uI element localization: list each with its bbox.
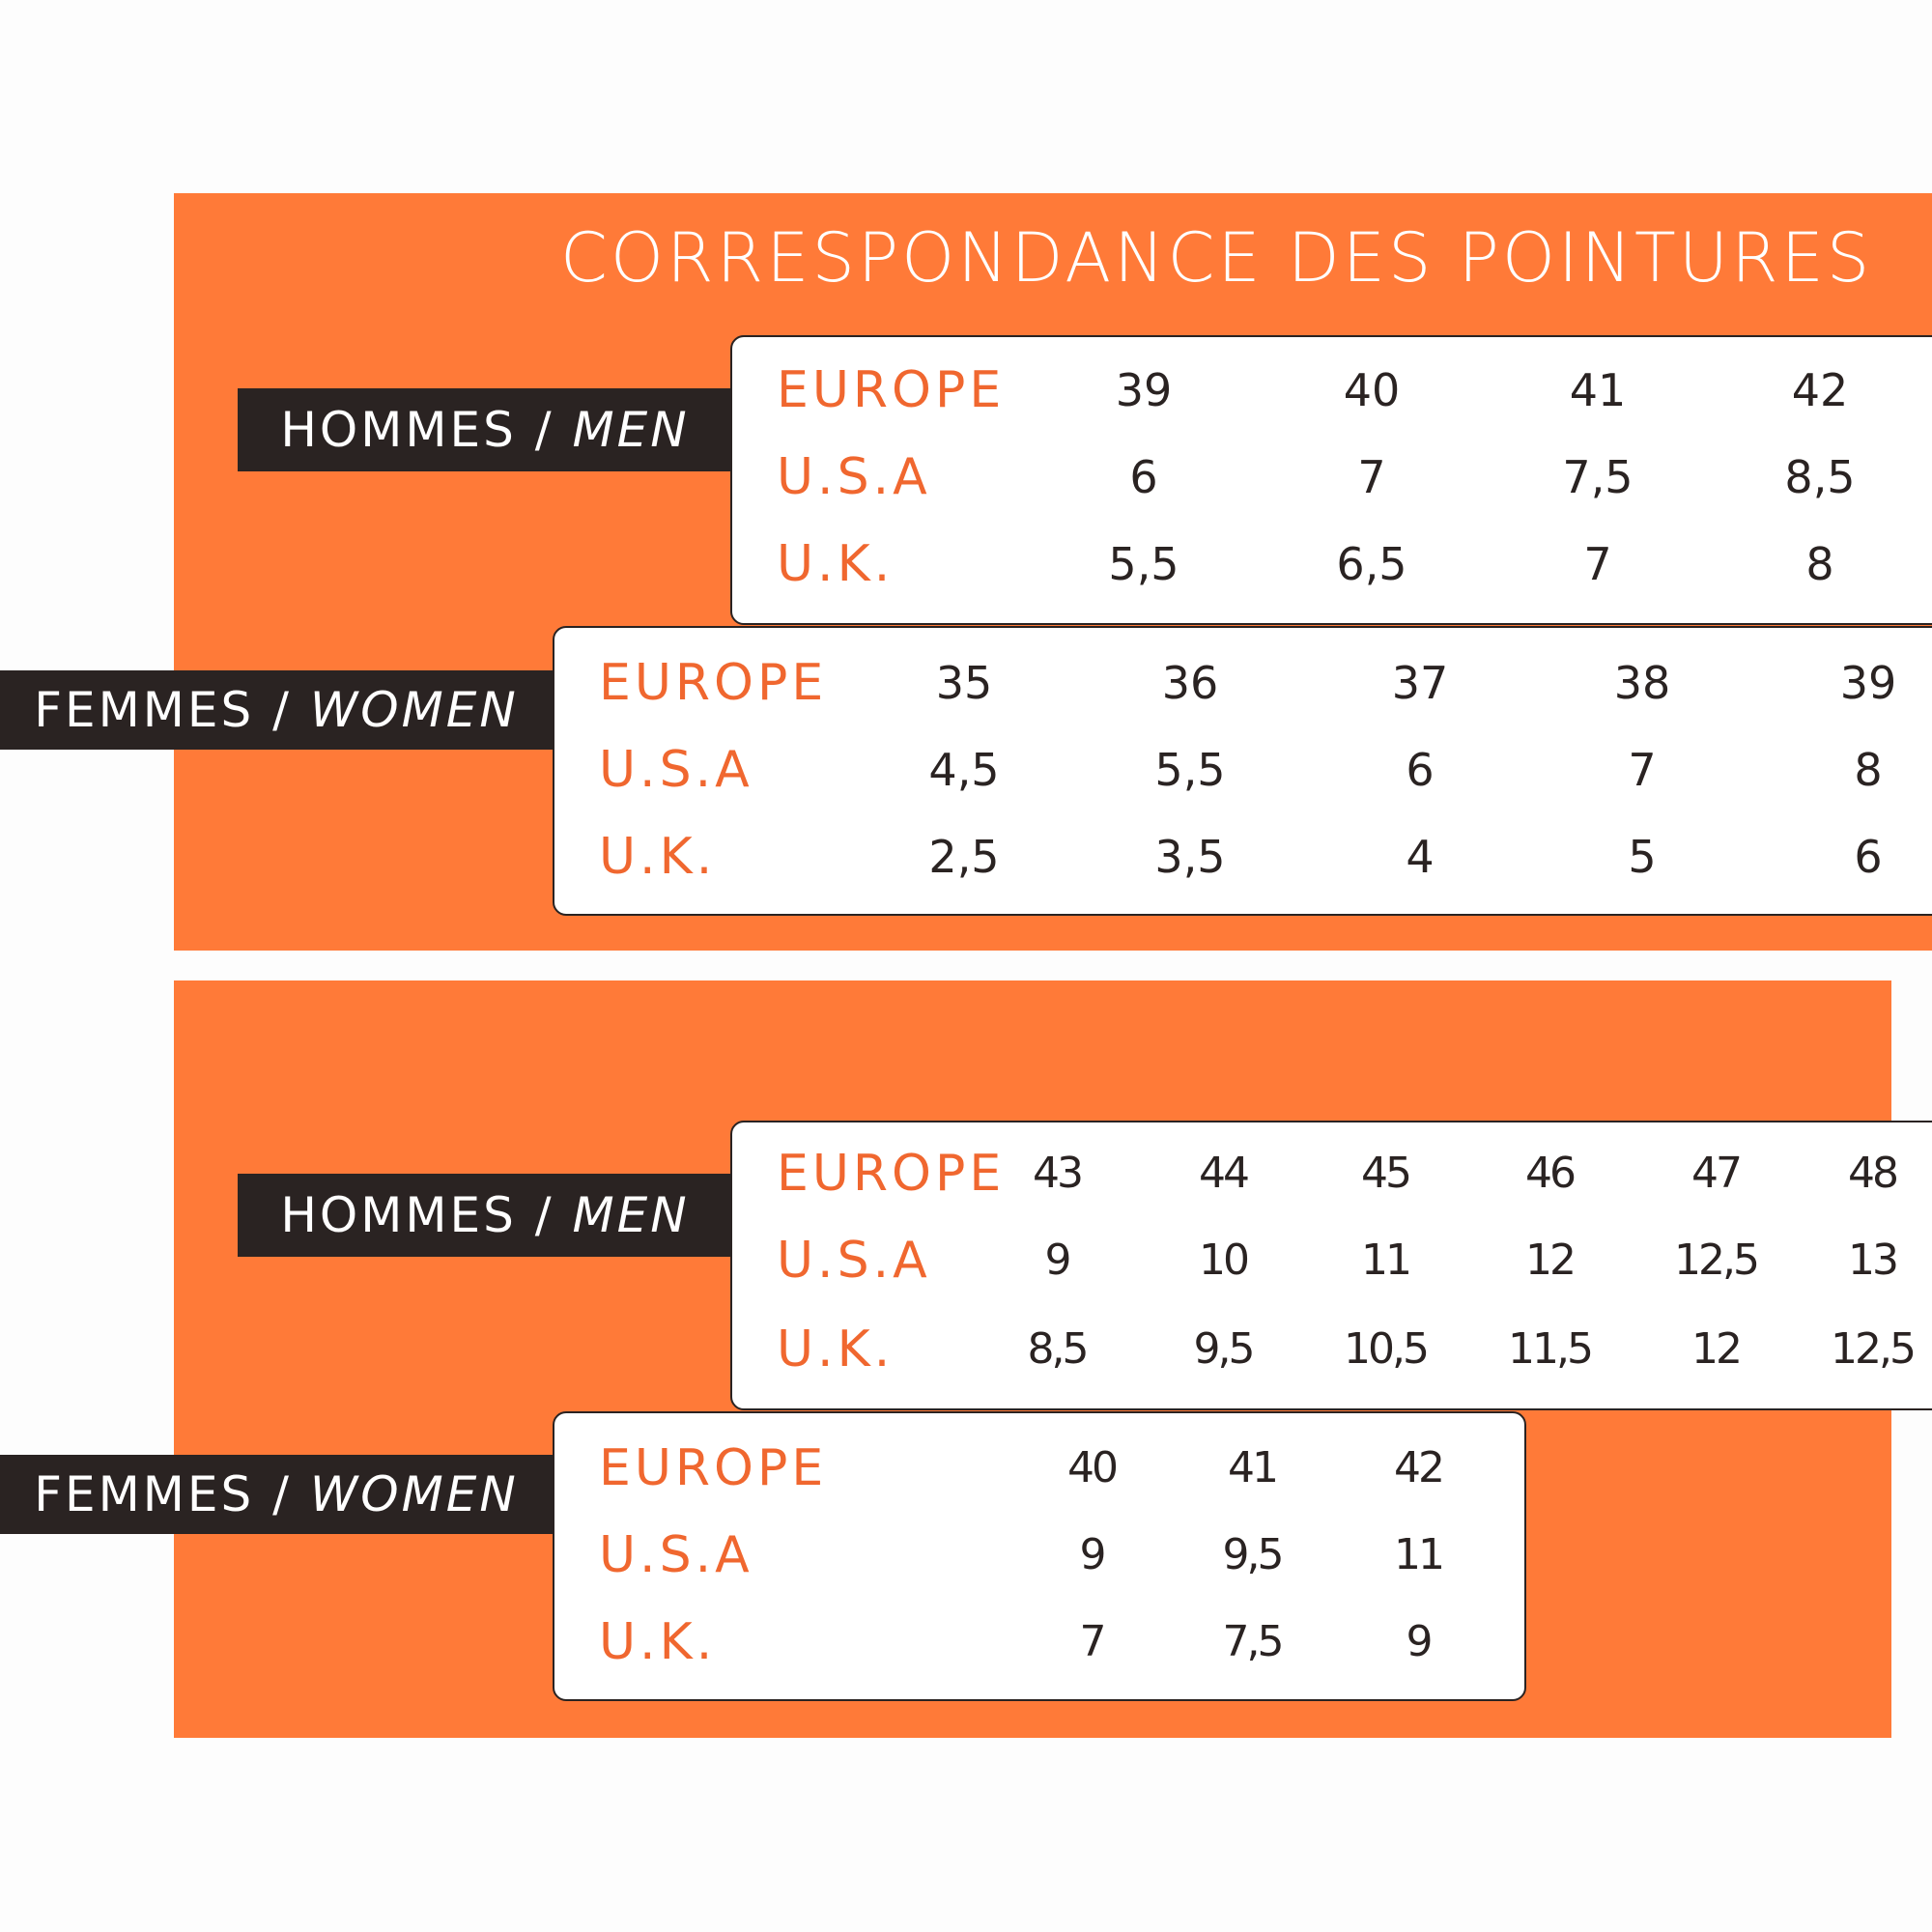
size-cell: 11	[1361, 1236, 1409, 1285]
usa-row	[732, 1217, 1932, 1304]
europe-row	[554, 639, 1932, 726]
size-cell: 9	[1044, 1236, 1069, 1285]
men-size-table-top	[730, 335, 1932, 625]
size-cell: 39	[1839, 657, 1897, 709]
women-size-table-bottom	[553, 1411, 1526, 1701]
size-cell: 8,5	[1027, 1324, 1087, 1374]
size-cell: 5,5	[1154, 744, 1226, 796]
size-cell: 48	[1848, 1149, 1896, 1198]
usa-label: U.S.A	[599, 741, 753, 799]
women-label-en: WOMEN	[309, 682, 519, 738]
europe-row	[732, 1130, 1932, 1217]
size-cell: 7	[1079, 1617, 1104, 1666]
size-cell: 42	[1394, 1443, 1442, 1492]
women-label-bottom	[0, 1455, 553, 1534]
size-cell: 40	[1343, 364, 1401, 416]
size-cell: 7,5	[1222, 1617, 1282, 1666]
size-cell: 11	[1394, 1530, 1442, 1579]
size-cell: 39	[1115, 364, 1173, 416]
usa-label: U.S.A	[599, 1526, 753, 1584]
size-cell: 9	[1079, 1530, 1104, 1579]
europe-label: EUROPE	[777, 361, 1006, 419]
uk-row	[554, 1599, 1524, 1686]
size-cell: 13	[1848, 1236, 1896, 1285]
women-label-fr: FEMMES /	[34, 1466, 292, 1522]
size-cell: 12,5	[1831, 1324, 1914, 1374]
size-cell: 4,5	[928, 744, 1000, 796]
uk-label: U.K.	[599, 828, 717, 886]
size-cell: 3,5	[1154, 831, 1226, 883]
women-label-fr: FEMMES /	[34, 682, 292, 738]
size-cell: 6	[1854, 831, 1883, 883]
men-label-fr: HOMMES /	[280, 402, 554, 458]
size-cell: 6	[1129, 451, 1158, 503]
usa-row	[732, 434, 1932, 521]
size-cell: 40	[1067, 1443, 1116, 1492]
europe-row	[732, 347, 1932, 434]
size-cell: 9,5	[1193, 1324, 1253, 1374]
uk-label: U.K.	[777, 1321, 895, 1378]
size-cell: 6,5	[1336, 538, 1407, 590]
size-cell: 38	[1613, 657, 1671, 709]
women-label-en: WOMEN	[309, 1466, 519, 1522]
europe-label: EUROPE	[777, 1145, 1006, 1203]
size-cell: 6	[1406, 744, 1435, 796]
size-cell: 45	[1361, 1149, 1409, 1198]
uk-label: U.K.	[777, 535, 895, 593]
size-cell: 43	[1033, 1149, 1081, 1198]
uk-row	[732, 521, 1932, 608]
europe-row	[554, 1425, 1524, 1512]
uk-row	[732, 1306, 1932, 1393]
size-cell: 5	[1628, 831, 1657, 883]
usa-label: U.S.A	[777, 1232, 931, 1290]
size-cell: 37	[1391, 657, 1449, 709]
size-cell: 42	[1791, 364, 1849, 416]
usa-row	[554, 1512, 1524, 1599]
page-title: CORRESPONDANCE DES POINTURES	[560, 218, 1873, 298]
size-cell: 9,5	[1222, 1530, 1282, 1579]
men-label-en: MEN	[572, 1187, 690, 1243]
size-cell: 12	[1525, 1236, 1574, 1285]
size-cell: 11,5	[1508, 1324, 1591, 1374]
size-cell: 2,5	[928, 831, 1000, 883]
size-cell: 46	[1525, 1149, 1574, 1198]
size-cell: 41	[1569, 364, 1627, 416]
men-label-bottom	[238, 1174, 732, 1257]
size-cell: 35	[935, 657, 993, 709]
men-label-top	[238, 388, 732, 471]
size-cell: 8,5	[1784, 451, 1856, 503]
size-cell: 9	[1406, 1617, 1431, 1666]
men-size-table-bottom	[730, 1121, 1932, 1410]
size-cell: 10	[1199, 1236, 1247, 1285]
size-cell: 12,5	[1674, 1236, 1757, 1285]
europe-label: EUROPE	[599, 654, 828, 712]
uk-row	[554, 813, 1932, 900]
size-cell: 44	[1199, 1149, 1247, 1198]
size-cell: 4	[1406, 831, 1435, 883]
size-cell: 8	[1805, 538, 1834, 590]
size-cell: 7	[1357, 451, 1386, 503]
usa-label: U.S.A	[777, 448, 931, 506]
size-cell: 12	[1691, 1324, 1740, 1374]
men-label-en: MEN	[572, 402, 690, 458]
size-cell: 7,5	[1562, 451, 1634, 503]
size-cell: 36	[1161, 657, 1219, 709]
size-cell: 41	[1228, 1443, 1276, 1492]
europe-label: EUROPE	[599, 1439, 828, 1497]
men-label-fr: HOMMES /	[280, 1187, 554, 1243]
size-cell: 5,5	[1108, 538, 1179, 590]
size-cell: 47	[1691, 1149, 1740, 1198]
uk-label: U.K.	[599, 1613, 717, 1671]
usa-row	[554, 726, 1932, 813]
size-cell: 7	[1583, 538, 1612, 590]
women-size-table-top	[553, 626, 1932, 916]
size-cell: 8	[1854, 744, 1883, 796]
women-label-top	[0, 670, 553, 750]
size-cell: 10,5	[1344, 1324, 1427, 1374]
size-cell: 7	[1628, 744, 1657, 796]
